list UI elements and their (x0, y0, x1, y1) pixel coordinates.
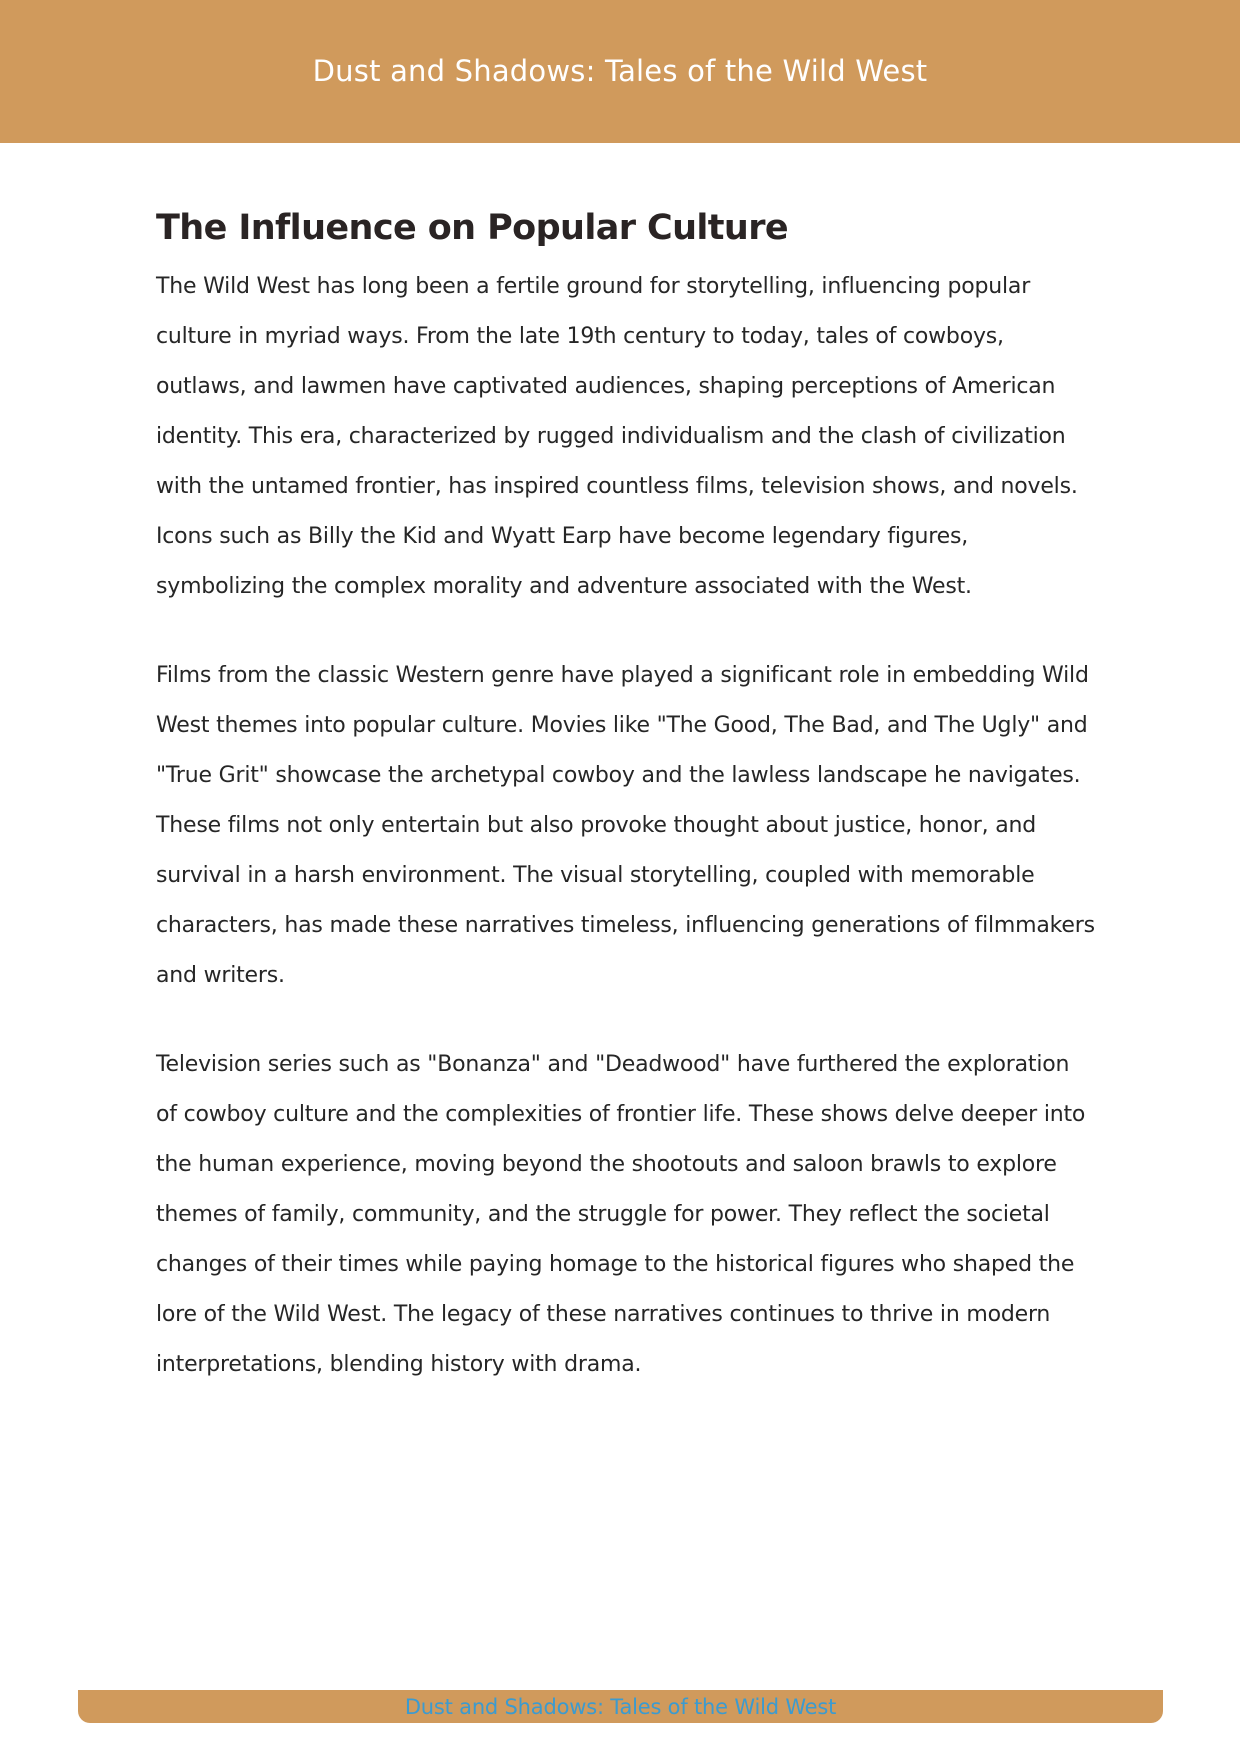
section-heading: The Influence on Popular Culture (156, 208, 789, 248)
page-footer-text: Dust and Shadows: Tales of the Wild West (404, 1694, 837, 1719)
page-header-title: Dust and Shadows: Tales of the Wild West (312, 53, 928, 88)
body-paragraph: The Wild West has long been a fertile ground for storytelling, influencing popular culture in myriad ways. From the late 19th century to today, tales of cowboys, outlaws, and lawmen have captivated audiences, shaping perceptions of American identity. This era, characterized by rugged individualism and the clash of civilization with the untamed frontier, has inspired countless films, television shows, and novels. Icons such as Billy the Kid and Wyatt Earp have become legendary figures, symbolizing the complex morality and adventure associated with the West. (156, 274, 1078, 599)
page-footer (78, 1690, 1163, 1723)
page-header (0, 0, 1240, 143)
body-paragraph: Television series such as "Bonanza" and "Deadwood" have furthered the exploration of cowboy culture and the complexities of frontier life. These shows delve deeper into the human experience, moving beyond the shootouts and saloon brawls to explore themes of family, community, and the struggle for power. They reflect the societal changes of their times while paying homage to the historical figures who shaped the lore of the Wild West. The legacy of these narratives continues to thrive in modern interpretations, blending history with drama. (156, 1052, 1086, 1377)
main-content (156, 200, 1096, 1390)
body-paragraph: Films from the classic Western genre have played a significant role in embedding Wild West themes into popular culture. Movies like "The Good, The Bad, and The Ugly" and "True Grit" showcase the archetypal cowboy and the lawless landscape he navigates. These films not only entertain but also provoke thought about justice, honor, and survival in a harsh environment. The visual storytelling, coupled with memorable characters, has made these narratives timeless, influencing generations of filmmakers and writers. (156, 663, 1095, 988)
